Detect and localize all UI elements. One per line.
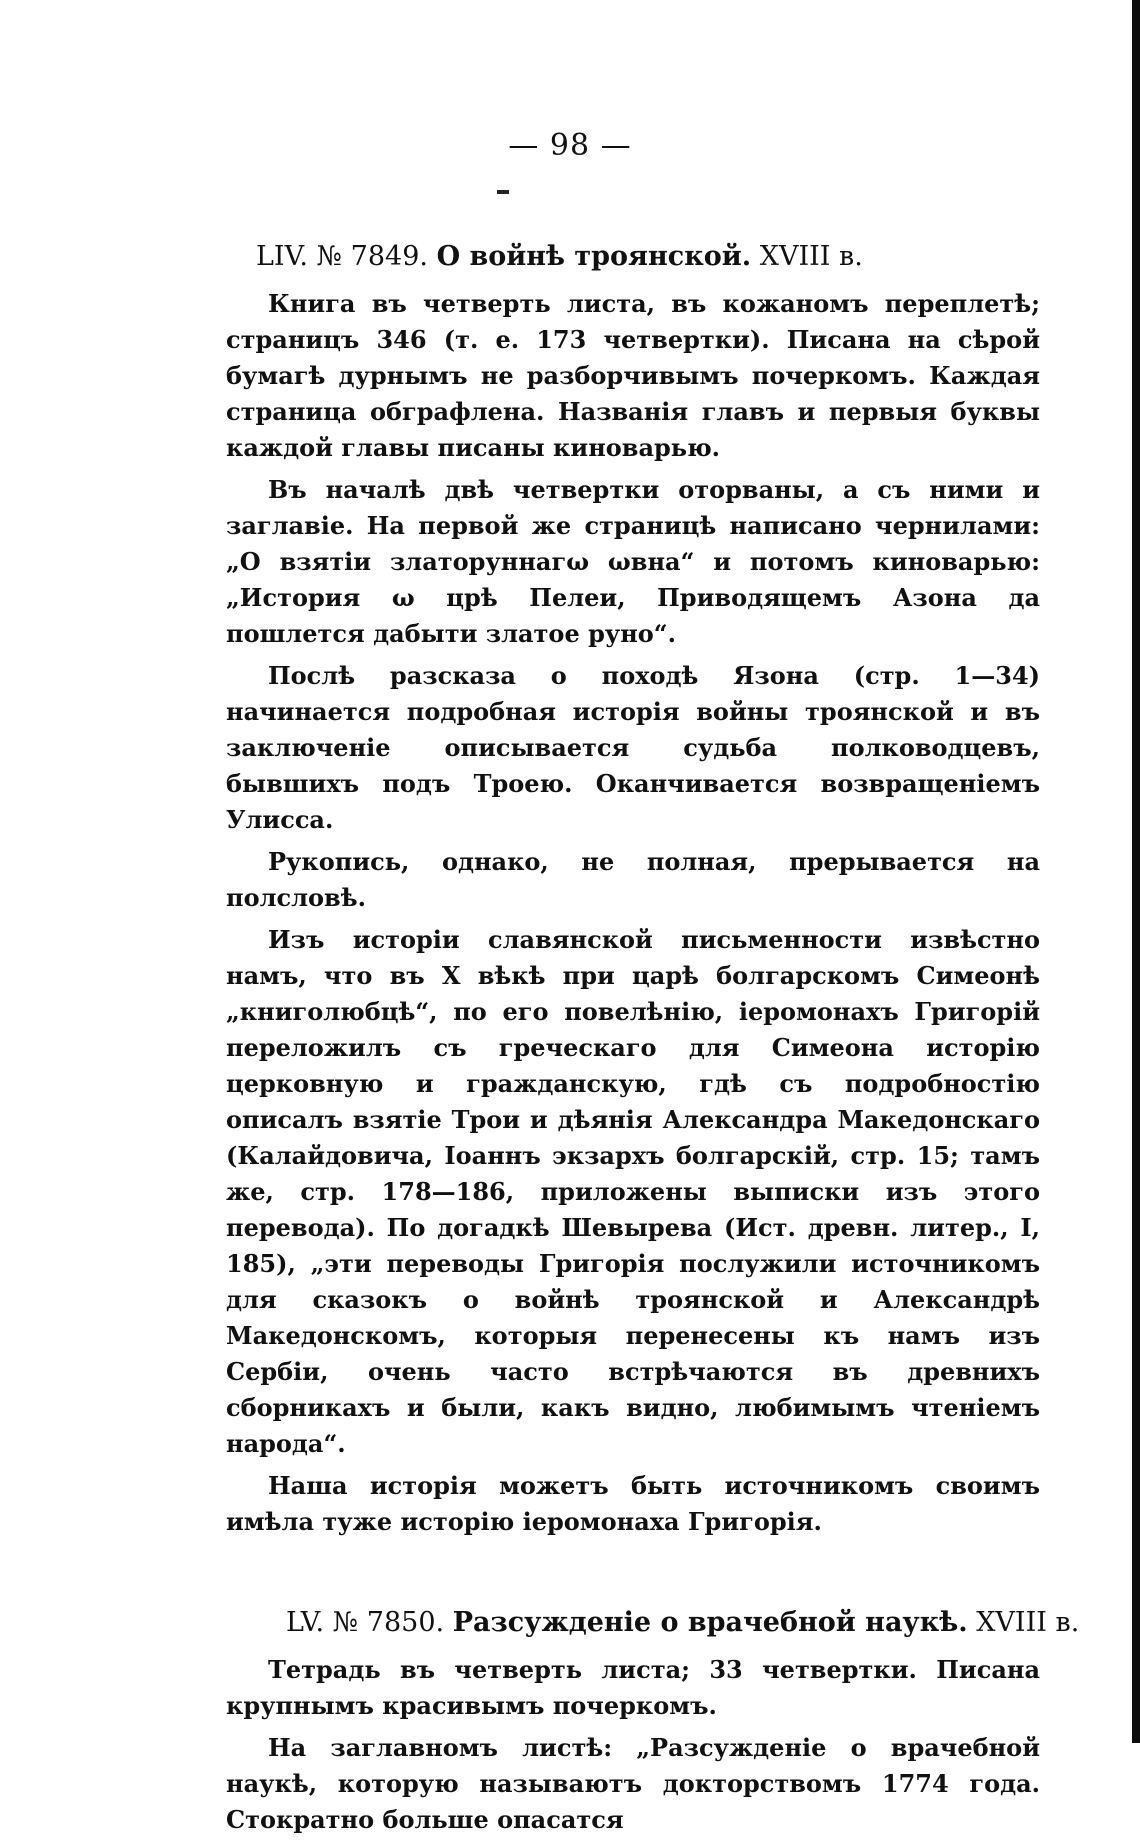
entry-number: LIV. № 7849. <box>256 241 428 272</box>
paragraph: Рукопись, однако, не полная, прерывается на полсловѣ. <box>226 847 1040 912</box>
entry-lv <box>226 1604 1080 1838</box>
entry-century: XVIII в. <box>759 241 863 272</box>
entry-century: XVIII в. <box>976 1607 1080 1638</box>
entry-number: LV. № 7850. <box>286 1607 445 1638</box>
entry-title: Разсужденіе о врачебной наукѣ. <box>452 1607 968 1638</box>
entry-heading <box>256 238 1040 276</box>
paragraph: Въ началѣ двѣ четвертки оторваны, а съ ними и заглавіе. На первой же страницѣ написано чернилами: „О взятіи златоруннагω ωвна“ и потомъ киноварью: „История ω црѣ Пелеи, Приводящемъ Азона да пошлется дабыти златое руно“. <box>226 475 1040 648</box>
scan-edge-shadow <box>1132 0 1140 1743</box>
entry-liv <box>226 238 1040 1540</box>
page-number: — 98 — <box>508 128 632 163</box>
paragraph: На заглавномъ листѣ: „Разсужденіе о врачебной наукѣ, которую называютъ докторствомъ 1774 года. Стократно больше опасатся <box>226 1733 1040 1834</box>
decorative-dash <box>497 190 509 194</box>
paragraph: Наша исторія можетъ быть источникомъ своимъ имѣла туже исторію іеромонаха Григорія. <box>226 1471 1040 1536</box>
entry-heading <box>286 1604 1080 1642</box>
entry-title: О войнѣ троянской. <box>436 241 752 272</box>
paragraph: Книга въ четверть листа, въ кожаномъ переплетѣ; страницъ 346 (т. е. 173 четвертки). Писана на сѣрой бумагѣ дурнымъ не разборчивымъ почеркомъ. Каждая страница обграфлена. Названія главъ и первыя буквы каждой главы писаны киноварью. <box>226 289 1040 462</box>
paragraph: Послѣ разсказа о походѣ Язона (стр. 1—34) начинается подробная исторія войны троянской и въ заключеніе описывается судьба полководцевъ, бывшихъ подъ Троею. Оканчивается возвращеніемъ Улисса. <box>226 661 1040 834</box>
paragraph: Изъ исторіи славянской письменности извѣстно намъ, что въ X вѣкѣ при царѣ болгарскомъ Симеонѣ „книголюбцѣ“, по его повелѣнію, іеромонахъ Григорій переложилъ съ греческаго для Симеона исторію церковную и гражданскую, гдѣ съ подробностію описалъ взятіе Трои и дѣянія Александра Македонскаго (Калайдовича, Іоаннъ экзархъ болгарскій, стр. 15; тамъ же, стр. 178—186, приложены выписки изъ этого перевода). По догадкѣ Шевырева (Ист. древн. литер., I, 185), „эти переводы Григорія послужили источникомъ для сказокъ о войнѣ троянской и Александрѣ Македонскомъ, которыя перенесены къ намъ изъ Сербіи, очень часто встрѣчаются въ древнихъ сборникахъ и были, какъ видно, любимымъ чтеніемъ народа“. <box>226 925 1040 1458</box>
page-body <box>226 238 1080 1844</box>
paragraph: Тетрадь въ четверть листа; 33 четвертки. Писана крупнымъ красивымъ почеркомъ. <box>226 1655 1040 1720</box>
